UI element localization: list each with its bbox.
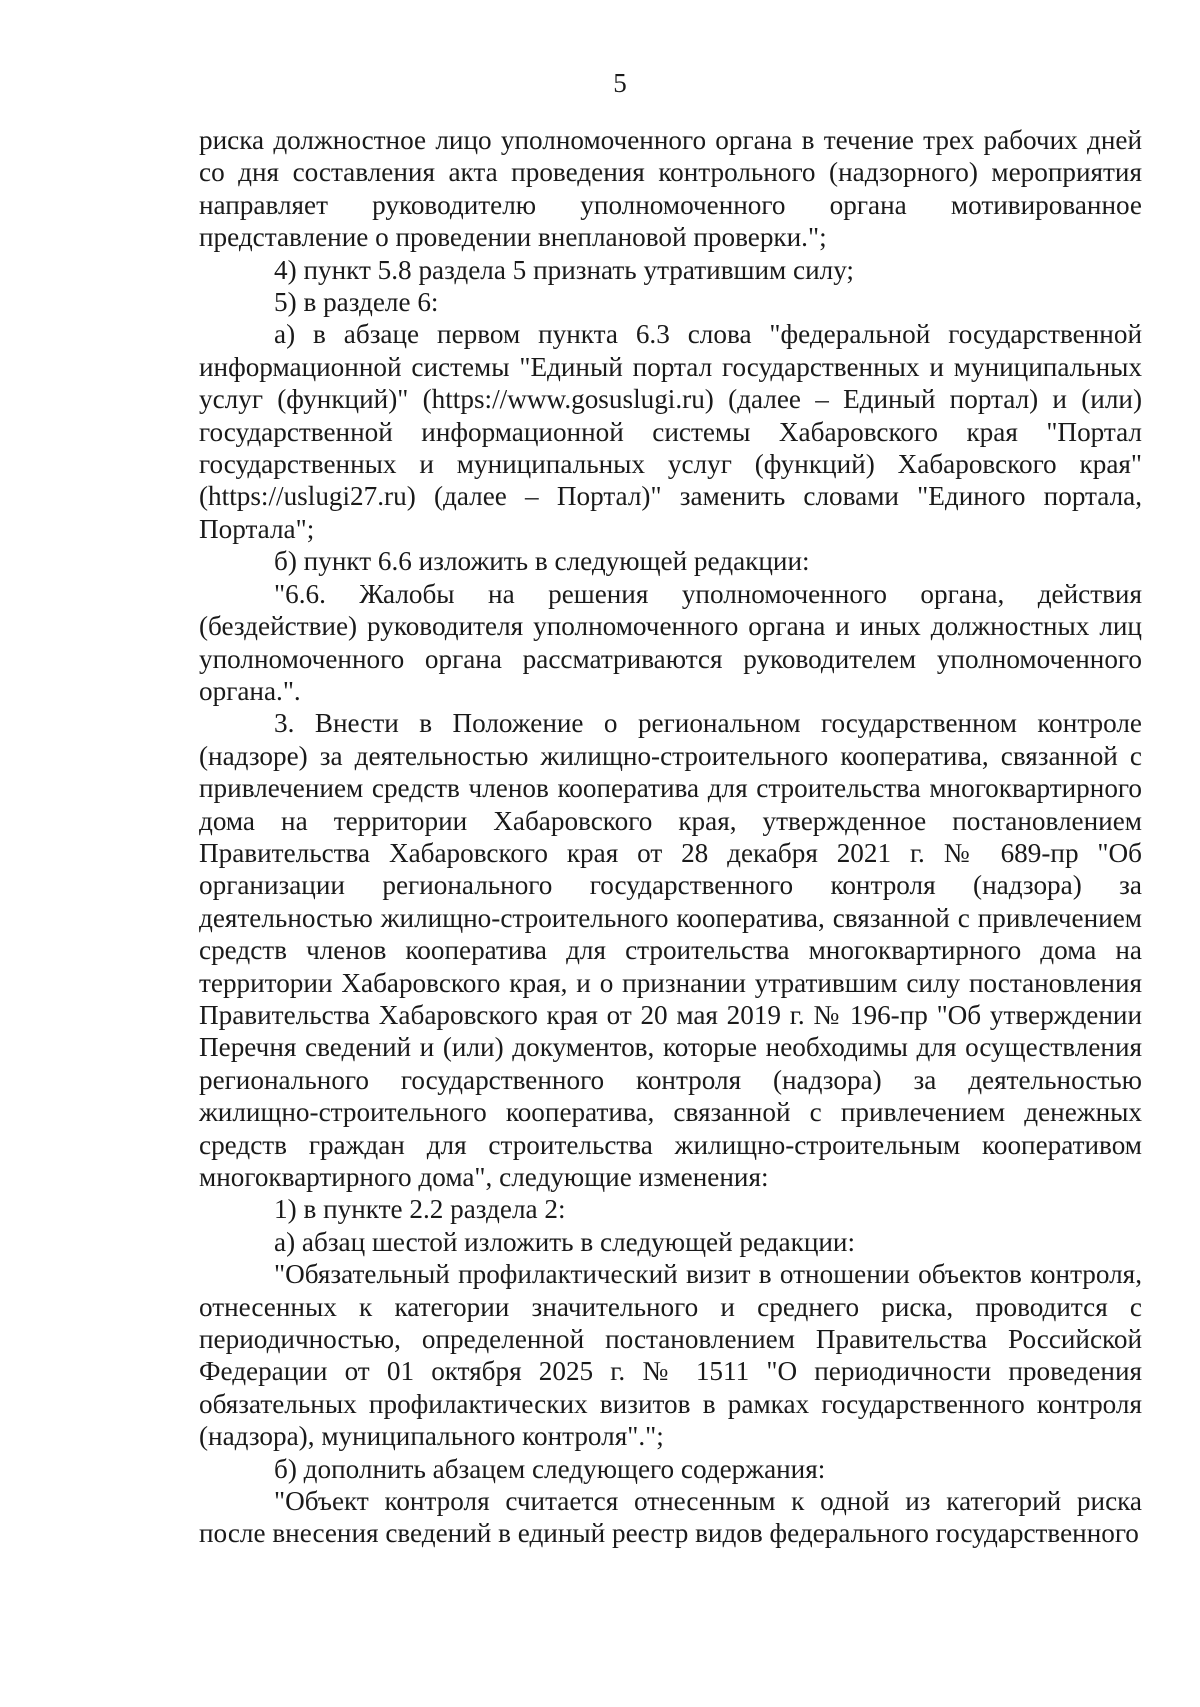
paragraph-5: б) пункт 6.6 изложить в следующей редакции: [274, 546, 810, 577]
paragraph-8: 1) в пункте 2.2 раздела 2: [274, 1194, 566, 1225]
page-number: 5 [613, 68, 627, 98]
paragraph-9: а) абзац шестой изложить в следующей редакции: [274, 1226, 856, 1257]
paragraph-6: "6.6. Жалобы на решения уполномоченного органа, действия (бездействие) руководителя уполномоченного органа и иных должностных лиц уполномоченного органа рассматриваются руководителем уполномоченного органа.". [199, 578, 1142, 706]
paragraph-11: б) дополнить абзацем следующего содержания: [274, 1453, 826, 1484]
paragraph-1: риска должностное лицо уполномоченного органа в течение трех рабочих дней со дня составления акта проведения контрольного (надзорного) мероприятия направляет руководителю уполномоченного органа мотивированное представление о проведении внеплановой проверки."; [199, 125, 1142, 253]
paragraph-4: а) в абзаце первом пункта 6.3 слова "федеральной государственной информационной системы "Единый портал государственных и муниципальных услуг (функций)" (https://www.gosuslugi.ru) (далее – Единый портал) и (или) государственной информационной системы Хабаровского края "Портал государственных и муниципальных услуг (функций) Хабаровского края" (https://uslugi27.ru) (далее – Портал)" заменить словами "Единого портала, Портала"; [199, 319, 1142, 544]
paragraph-2: 4) пункт 5.8 раздела 5 признать утратившим силу; [274, 254, 854, 285]
document-body [199, 124, 1142, 1550]
paragraph-3: 5) в разделе 6: [274, 287, 439, 318]
paragraph-10: "Обязательный профилактический визит в отношении объектов контроля, отнесенных к категории значительного и среднего риска, проводится с периодичностью, определенной постановлением Правительства Российской Федерации от 01 октября 2025 г. № 1511 "О периодичности проведения обязательных профилактических визитов в рамках государственного контроля (надзора), муниципального контроля"."; [199, 1259, 1142, 1452]
paragraph-12: "Объект контроля считается отнесенным к одной из категорий риска после внесения сведений в единый реестр видов федерального государственного [199, 1486, 1142, 1549]
paragraph-7: 3. Внести в Положение о региональном государственном контроле (надзоре) за деятельностью жилищно-строительного кооператива, связанной с привлечением средств членов кооператива для строительства многоквартирного дома на территории Хабаровского края, утвержденное постановлением Правительства Хабаровского края от 28 декабря 2021 г. № 689-пр "Об организации регионального государственного контроля (надзора) за деятельностью жилищно-строительного кооператива, связанной с привлечением средств членов кооператива для строительства многоквартирного дома на территории Хабаровского края, и о признании утратившим силу постановления Правительства Хабаровского края от 20 мая 2019 г. № 196-пр "Об утверждении Перечня сведений и (или) документов, которые необходимы для осуществления регионального государственного контроля (надзора) за деятельностью жилищно-строительного кооператива, связанной с привлечением денежных средств граждан для строительства жилищно-строительным кооперативом многоквартирного дома", следующие изменения: [199, 708, 1142, 1192]
